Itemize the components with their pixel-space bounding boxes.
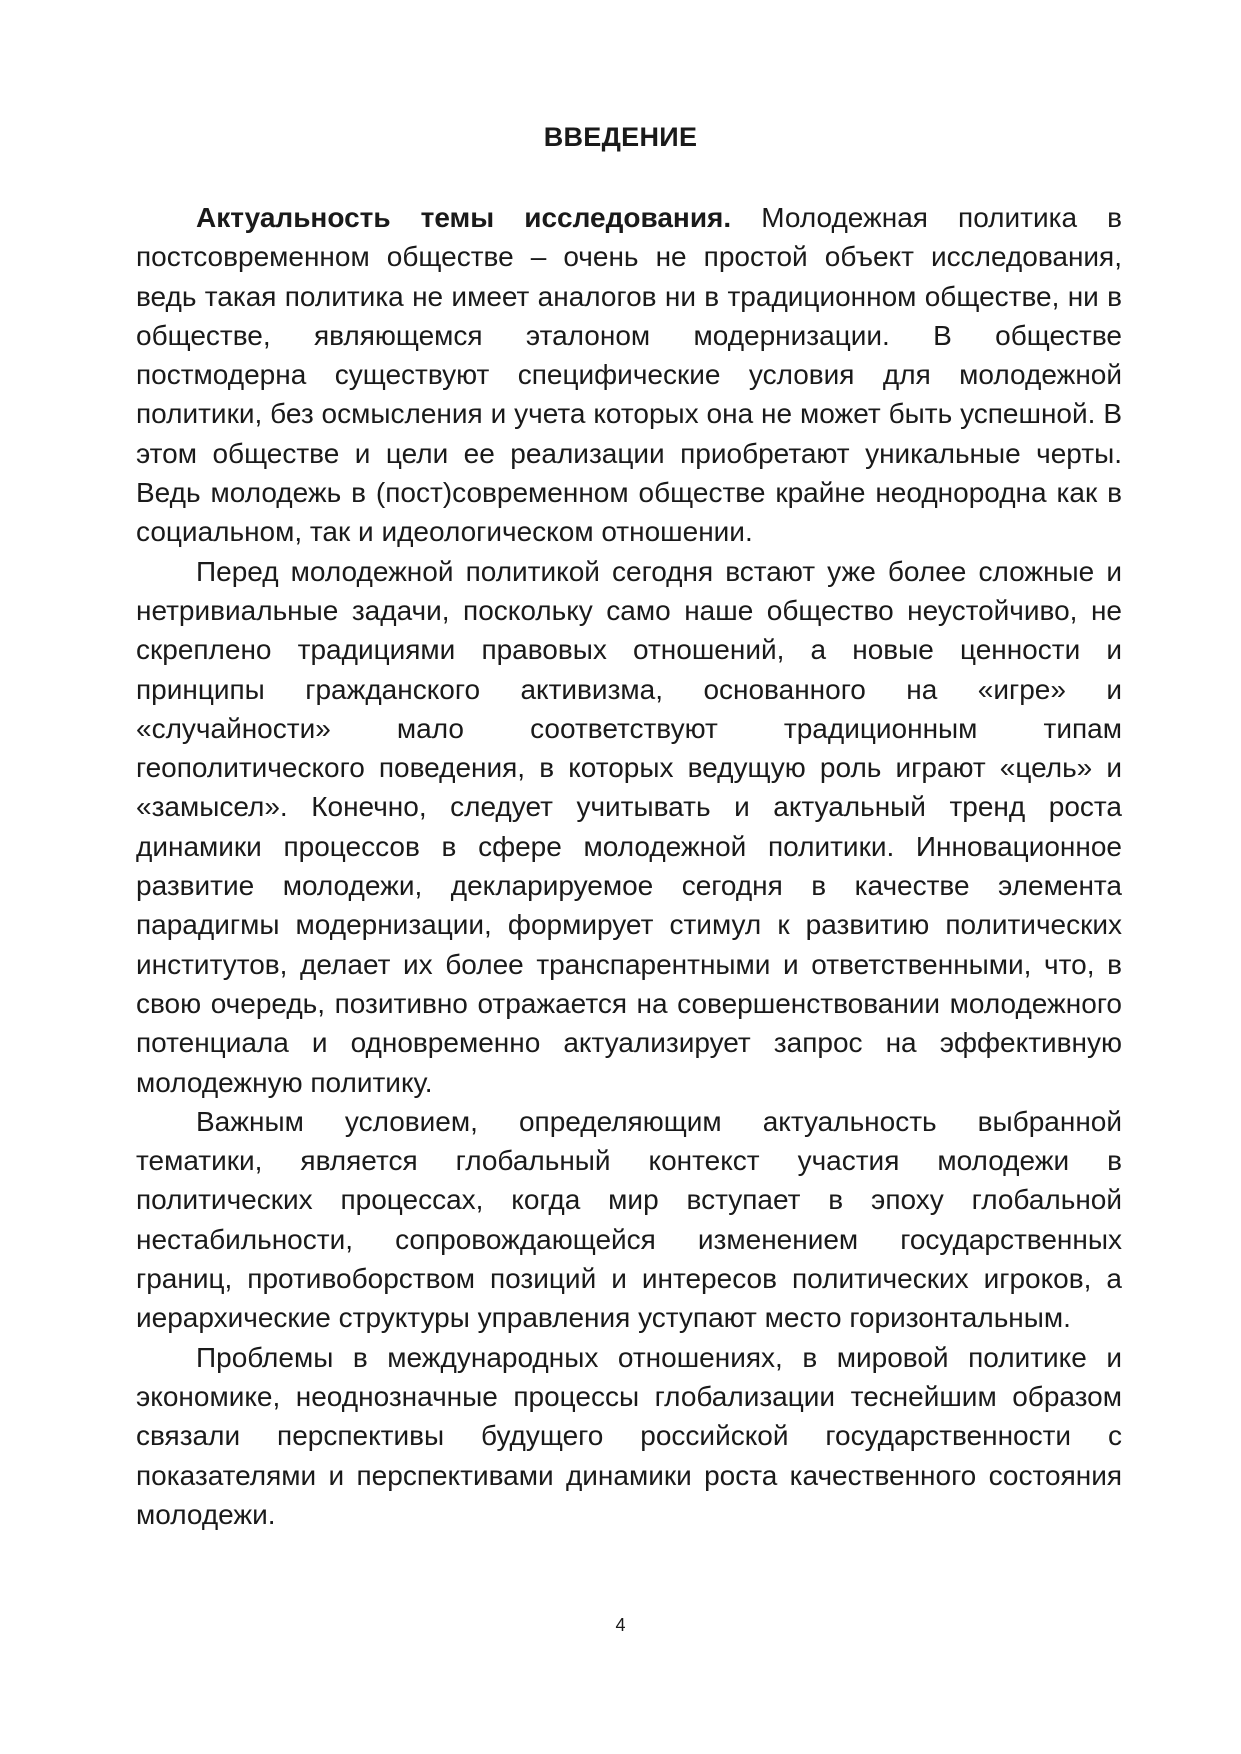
paragraph [136,1338,1122,1534]
paragraph-text: Проблемы в международных отношениях, в мировой политике и экономике, неоднозначные процессы глобализации теснейшим образом связали перспективы будущего российской государственности с показателями и перспективами динамики роста качественного состояния молодежи. [136,1341,1122,1530]
paragraph [136,552,1122,1102]
body-text [136,198,1122,1534]
paragraph [136,198,1122,552]
paragraph [136,1102,1122,1338]
page-number: 4 [615,1615,626,1635]
paragraph-text: Молодежная политика в постсовременном обществе – очень не простой объект исследования, ведь такая политика не имеет аналогов ни в традиционном обществе, ни в обществе, являющемся эталоном модернизации. В обществе постмодерна существуют специфические условия для молодежной политики, без осмысления и учета которых она не может быть успешной. В этом обществе и цели ее реализации приобретают уникальные черты. Ведь молодежь в (пост)современном обществе крайне неоднородна как в социальном, так и идеологическом отношении. [136,202,1122,548]
paragraph-text: Перед молодежной политикой сегодня встают уже более сложные и нетривиальные задачи, поскольку само наше общество неустойчиво, не скреплено традициями правовых отношений, а новые ценности и принципы гражданского активизма, основанного на «игре» и «случайности» мало соответствуют традиционным типам геополитического поведения, в которых ведущую роль играют «цель» и «замысел». Конечно, следует учитывать и актуальный тренд роста динамики процессов в сфере молодежной политики. Инновационное развитие молодежи, декларируемое сегодня в качестве элемента парадигмы модернизации, формирует стимул к развитию политических институтов, делает их более транспарентными и ответственными, что, в свою очередь, позитивно отражается на совершенствовании молодежного потенциала и одновременно актуализирует запрос на эффективную молодежную политику. [136,555,1122,1098]
paragraph-text: Важным условием, определяющим актуальность выбранной тематики, является глобальный контекст участия молодежи в политических процессах, когда мир вступает в эпоху глобальной нестабильности, сопровождающейся изменением государственных границ, противоборством позиций и интересов политических игроков, а иерархические структуры управления уступают место горизонтальным. [136,1105,1122,1334]
paragraph-lead: Актуальность темы исследования. [196,202,732,233]
section-heading: ВВЕДЕНИЕ [543,122,698,152]
